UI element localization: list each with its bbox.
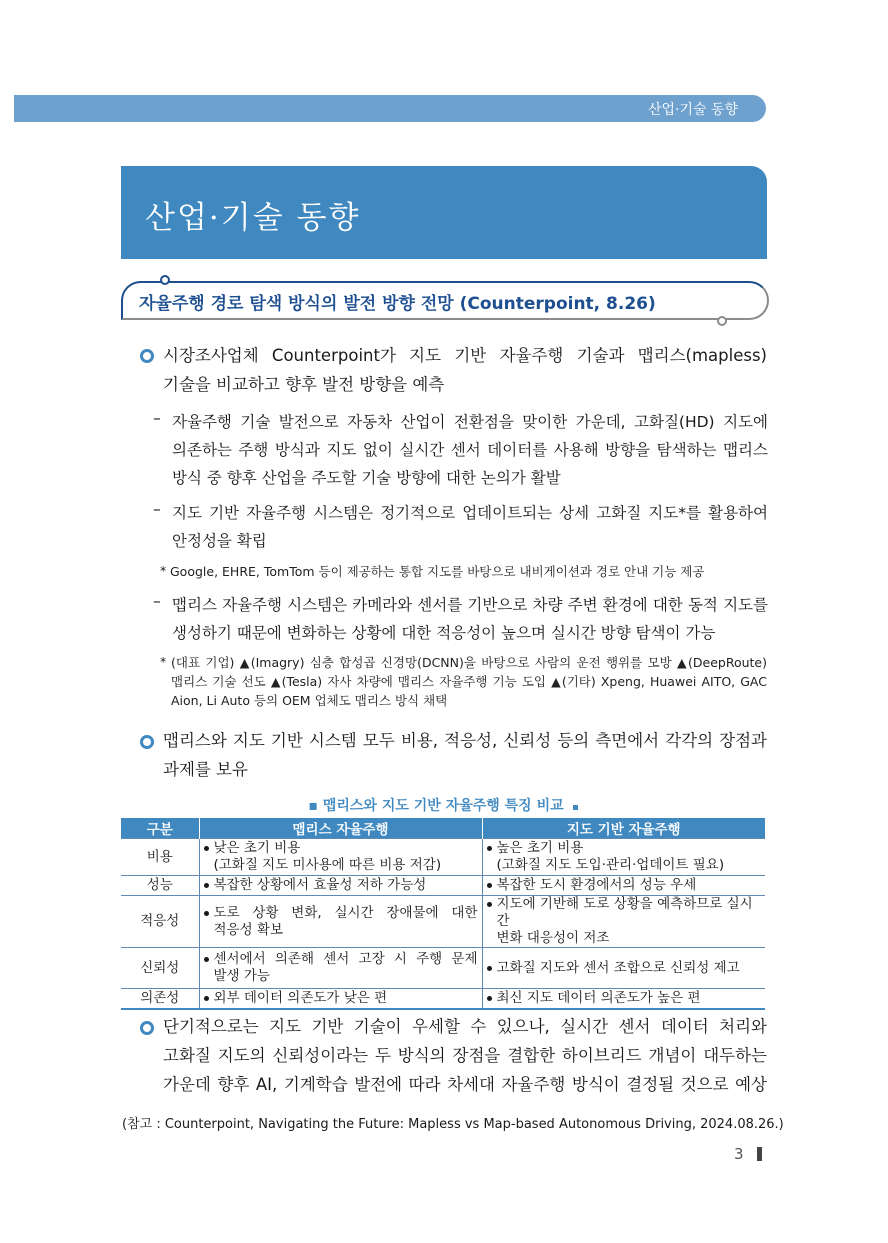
table-row: [121, 876, 765, 896]
table-header-cell: 지도 기반 자율주행: [482, 818, 765, 839]
row-label: 적응성: [121, 896, 199, 948]
table-row: [121, 896, 765, 948]
mapless-cell: [199, 896, 482, 948]
note2-line2: 맵리스 기술 선도 ▲(Tesla) 자사 차량에 맵리스 자율주행 기능 도입 ▲(기타) Xpeng, Huawei AITO, GAC: [171, 674, 767, 689]
bullet3-line3: 가운데 향후 AI, 기계학습 발전에 따라 차세대 자율주행 방식이 결정될 것으로 예상: [163, 1075, 767, 1094]
circle-bullet-icon: [140, 349, 154, 363]
mapless-cell: [199, 839, 482, 876]
cell-line: 고화질 지도와 센서 조합으로 신뢰성 제고: [487, 960, 762, 977]
bullet1-line1: 시장조사업체 Counterpoint가 지도 기반 자율주행 기술과 맵리스(mapless): [163, 346, 767, 365]
page-number: 3: [734, 1145, 744, 1163]
cell-line: 적응성 확보: [213, 921, 283, 938]
mapbased-cell: [482, 948, 765, 989]
cell-line: 변화 대응성이 저조: [496, 930, 610, 946]
sub3-line2: 생성하기 때문에 변화하는 상황에 대한 적응성이 높으며 실시간 방향 탐색이 가능: [172, 624, 716, 642]
table-row: [121, 839, 765, 876]
page-number-bar: [757, 1147, 762, 1161]
cell-line: 도로 상황 변화, 실시간 장애물에 대한: [204, 905, 478, 922]
square-marker-icon: [573, 805, 578, 810]
sub3-line1: 맵리스 자율주행 시스템은 카메라와 센서를 기반으로 차량 주변 환경에 대한 동적 지도를: [172, 596, 768, 614]
bullet2-line2: 과제를 보유: [163, 760, 248, 779]
circle-bullet-icon: [140, 735, 154, 749]
row-label: 비용: [121, 839, 199, 876]
mapbased-cell: [482, 876, 765, 896]
cell-line: 복잡한 도시 환경에서의 성능 우세: [487, 877, 762, 894]
sub2-line2: 안정성을 확립: [172, 532, 267, 550]
circle-bullet-icon: [140, 1021, 154, 1035]
row-label: 의존성: [121, 989, 199, 1009]
table-header-row: [121, 818, 765, 839]
cell-line: 높은 초기 비용: [487, 840, 762, 857]
table-row: [121, 989, 765, 1009]
bullet3-line1: 단기적으로는 지도 기반 기술이 우세할 수 있으나, 실시간 센서 데이터 처리와: [163, 1017, 767, 1036]
cell-line: 발생 가능: [213, 968, 270, 984]
bullet3-line2: 고화질 지도의 신뢰성이라는 두 방식의 장점을 결합한 하이브리드 개념이 대두하는: [163, 1046, 767, 1065]
sub2-line1: 지도 기반 자율주행 시스템은 정기적으로 업데이트되는 상세 고화질 지도*를 활용하여: [172, 504, 768, 522]
footnote-marker: *: [160, 654, 167, 669]
mapless-cell: [199, 948, 482, 989]
note2-line3: Aion, Li Auto 등의 OEM 업체도 맵리스 방식 채택: [171, 693, 448, 708]
running-header-bar: [14, 95, 766, 122]
dash-marker: –: [153, 409, 161, 427]
table-header-cell: 맵리스 자율주행: [199, 818, 482, 839]
comparison-table: [121, 818, 765, 1010]
reference-citation: (참고 : Counterpoint, Navigating the Future: Mapless vs Map-based Autonomous Driving, 2024.08.26.): [122, 1117, 784, 1132]
row-label: 성능: [121, 876, 199, 896]
ring-ornament-icon: [717, 316, 727, 326]
section-banner: [121, 166, 767, 259]
article-title-box: [121, 281, 769, 320]
mapbased-cell: [482, 989, 765, 1009]
cell-line: 센서에서 의존해 센서 고장 시 주행 문제: [204, 951, 478, 968]
note2-line1: (대표 기업) ▲(Imagry) 심층 합성곱 신경망(DCNN)을 바탕으로 사람의 운전 행위를 모방 ▲(DeepRoute): [171, 655, 767, 670]
sub1-line1: 자율주행 기술 발전으로 자동차 산업이 전환점을 맞이한 가운데, 고화질(HD) 지도에: [172, 413, 768, 431]
note1-line1: Google, EHRE, TomTom 등이 제공하는 통합 지도를 바탕으로 내비게이션과 경로 안내 기능 제공: [170, 564, 705, 579]
caption-marker: ▪: [308, 798, 318, 814]
cell-line: 최신 지도 데이터 의존도가 높은 편: [487, 990, 762, 1007]
table-caption-text: 맵리스와 지도 기반 자율주행 특징 비교: [322, 798, 564, 814]
dash-marker: –: [153, 500, 161, 518]
mapbased-cell: [482, 896, 765, 948]
table-caption: [120, 795, 766, 815]
cell-line: 외부 데이터 의존도가 낮은 편: [204, 990, 478, 1007]
table-row: [121, 948, 765, 989]
dash-marker: –: [153, 592, 161, 610]
ring-ornament-icon: [160, 275, 170, 285]
running-header-text: 산업·기술 동향: [647, 102, 738, 118]
article-title: 자율주행 경로 탐색 방식의 발전 방향 전망 (Counterpoint, 8.26): [139, 294, 656, 314]
mapbased-cell: [482, 839, 765, 876]
sub1-line3: 방식 중 향후 산업을 주도할 기술 방향에 대한 논의가 활발: [172, 469, 561, 487]
mapless-cell: [199, 876, 482, 896]
sub1-line2: 의존하는 주행 방식과 지도 없이 실시간 센서 데이터를 사용해 방향을 탐색하는 맵리스: [172, 441, 768, 459]
section-banner-title: 산업·기술 동향: [145, 200, 361, 236]
cell-line: 지도에 기반해 도로 상황을 예측하므로 실시간: [487, 896, 762, 930]
bullet2-line1: 맵리스와 지도 기반 시스템 모두 비용, 적응성, 신뢰성 등의 측면에서 각각의 장점과: [163, 731, 767, 750]
cell-line: (고화질 지도 미사용에 따른 비용 저감): [213, 857, 442, 873]
cell-line: (고화질 지도 도입·관리·업데이트 필요): [496, 857, 725, 873]
footnote-marker: *: [160, 563, 167, 578]
table-header-cell: 구분: [121, 818, 199, 839]
row-label: 신뢰성: [121, 948, 199, 989]
cell-line: 낮은 초기 비용: [204, 840, 478, 857]
cell-line: 복잡한 상황에서 효율성 저하 가능성: [204, 877, 478, 894]
bullet1-line2: 기술을 비교하고 향후 발전 방향을 예측: [163, 375, 445, 394]
mapless-cell: [199, 989, 482, 1009]
